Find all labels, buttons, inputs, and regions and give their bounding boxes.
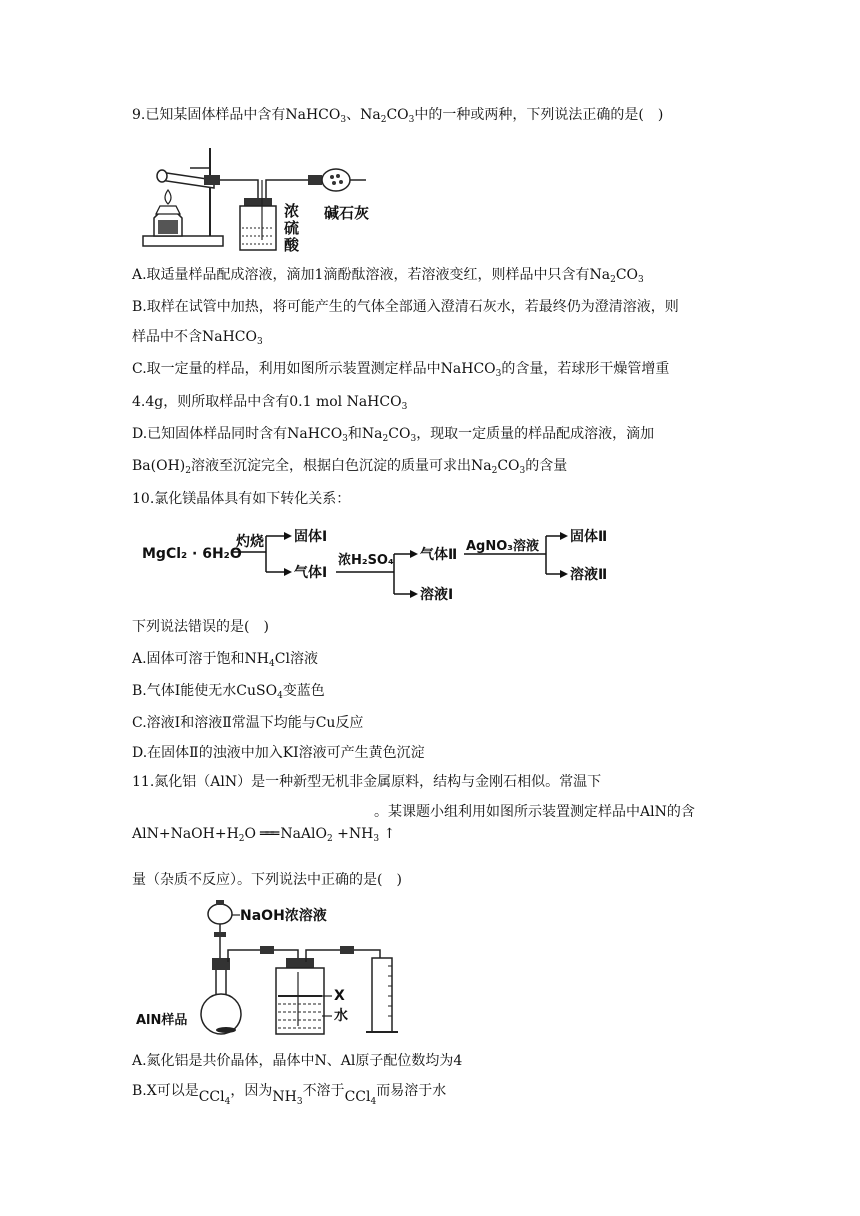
q11-equation: $AlN+NaOH+H_2O$ ═══ NaAlO$_2$ $+NH_3$ ↑	[132, 826, 396, 844]
q10-stem: 10.氯化镁晶体具有如下转化关系：	[132, 491, 351, 507]
q9-option-c-line1: C.取一定量的样品，利用如图所示装置测定样品中NaHCO$_3$的含量，若球形干燥管增重	[132, 361, 670, 379]
q9-option-d-line2: $Ba(OH)_2$溶液至沉淀完全，根据白色沉淀的质量可求出$Na_2CO_3$的含量	[132, 458, 568, 476]
scheme-agno3: AgNO₃溶液	[466, 539, 539, 554]
q11-option-a: A.氮化铝是共价晶体，晶体中N、Al原子配位数均为4	[132, 1053, 463, 1069]
sample-label: AlN样品	[136, 1013, 188, 1028]
q10-ask: 下列说法错误的是( )	[132, 619, 269, 635]
acid-label-2: 硫	[284, 219, 300, 237]
x-label: X	[334, 988, 345, 1004]
scheme-burn: 灼烧	[236, 534, 264, 550]
q9-option-a: A.取适量样品配成溶液，滴加1滴酚酞溶液，若溶液变红，则样品中只含有$Na_2CO_3$	[132, 267, 644, 285]
q10-option-b: B.气体Ⅰ能使无水CuSO$_4$变蓝色	[132, 683, 325, 701]
q9-option-b-line2: 样品中不含NaHCO$_3$	[132, 329, 263, 347]
q10-option-c: C.溶液Ⅰ和溶液Ⅱ常温下均能与Cu反应	[132, 715, 364, 731]
lime-label: 碱石灰	[324, 204, 370, 222]
q11-stem-line2: 。某课题小组利用如图所示装置测定样品中AlN的含	[374, 804, 695, 820]
q11-option-b: B.X可以是CCl$_4$，因为$NH_3$不溶于CCl$_4$而易溶于水	[132, 1083, 447, 1107]
scheme-gas2: 气体Ⅱ	[420, 547, 458, 563]
scheme-h2so4: 浓H₂SO₄	[338, 553, 394, 568]
scheme-gas1: 气体Ⅰ	[294, 565, 328, 581]
scheme-sol2: 溶液Ⅱ	[570, 567, 608, 583]
q9-apparatus-figure	[140, 140, 380, 255]
q10-option-d: D.在固体Ⅱ的浊液中加入KI溶液可产生黄色沉淀	[132, 745, 425, 761]
q10-scheme-figure	[140, 522, 630, 612]
naoh-label: NaOH浓溶液	[240, 908, 327, 924]
water-label: 水	[334, 1008, 348, 1024]
q11-stem-line3: 量（杂质不反应）。下列说法中正确的是( )	[132, 872, 402, 888]
scheme-solid2: 固体Ⅱ	[570, 529, 608, 545]
acid-label-3: 酸	[284, 236, 300, 254]
q9-option-c-line2: 4.4g，则所取样品中含有0.1 mol NaHCO$_3$	[132, 394, 408, 412]
scheme-sol1: 溶液Ⅰ	[420, 587, 454, 603]
scheme-start: MgCl₂ · 6H₂O	[142, 546, 242, 562]
q9-option-d-line1: D.已知固体样品同时含有NaHCO$_3$和$Na_2CO_3$，现取一定质量的样品配成溶液，滴加	[132, 426, 655, 444]
q10-option-a: A.固体可溶于饱和$NH_4Cl$溶液	[132, 651, 318, 669]
q11-stem-line1: 11.氮化铝（AlN）是一种新型无机非金属原料，结构与金刚石相似。常温下	[132, 774, 602, 790]
acid-label-1: 浓	[284, 202, 300, 220]
q9-option-b-line1: B.取样在试管中加热，将可能产生的气体全部通入澄清石灰水，若最终仍为澄清溶液，则	[132, 299, 679, 315]
scheme-solid1: 固体Ⅰ	[294, 529, 328, 545]
q9-stem: 9.已知某固体样品中含有NaHCO$_3$、$Na_2CO_3$中的一种或两种，下列说法正确的是( )	[132, 107, 664, 125]
q11-apparatus-figure	[136, 896, 406, 1036]
